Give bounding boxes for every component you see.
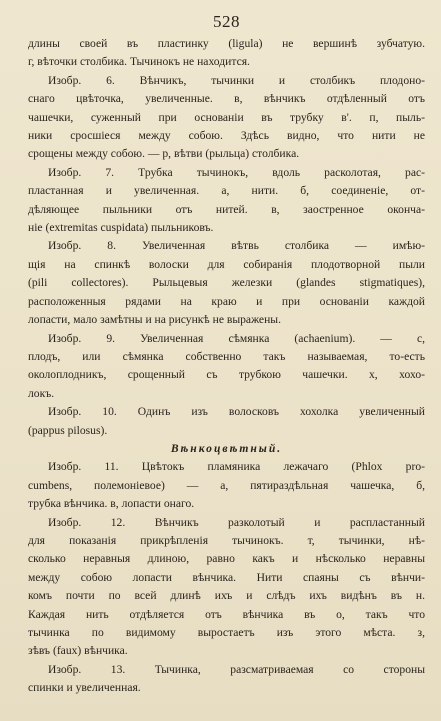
text-line: для показанія прикрѣпленія тычинокъ. т, тычинки, нѣ- <box>28 533 425 547</box>
text-line: снаго цвѣточка, увеличенные. в, вѣнчикъ отдѣленный отъ <box>28 92 425 106</box>
text-line: между собою лопасти вѣнчика. Нити спаяны съ вѣнчи- <box>28 570 425 584</box>
text-line: г, вѣточки столбика. Тычинокъ не находится. <box>28 55 250 69</box>
text-line: сколько неравныя длиною, равно какъ и нѣсколько неравны <box>28 552 425 566</box>
text-line: срощены между собою. — р, вѣтви (рыльца) столбика. <box>28 147 300 161</box>
text-line: Изобр. 10. Одинъ изъ волосковъ хохолка увеличенный <box>48 405 425 419</box>
text-line: спинки и увеличенная. <box>28 681 141 695</box>
text-line: околоплодникъ, срощенный съ трубкою чашечки. х, хохо- <box>28 368 425 382</box>
text-line: Изобр. 13. Тычинка, разсматриваемая со стороны <box>48 662 425 676</box>
text-line: (pili collectores). Рыльцевыя железки (glandes stigmatiques), <box>28 276 425 290</box>
text-line: Изобр. 11. Цвѣтокъ пламяника лежачаго (Phlox pro- <box>48 460 425 474</box>
text-line: лопасти, мало замѣтны и на рисункѣ не выражены. <box>28 313 281 327</box>
text-line: cumbens, полемоніевое) — а, пятираздѣльная чашечка, б, <box>28 478 425 492</box>
text-line: (pappus pilosus). <box>28 423 108 437</box>
text-line: Изобр. 7. Трубка тычинокъ, вдоль расколотая, рас- <box>48 165 425 179</box>
text-line: ники сросшіеся между собою. Здѣсь видно, что нити не <box>28 129 425 143</box>
text-line: Изобр. 9. Увеличенная сѣмянка (achaenium). — с, <box>48 331 425 345</box>
text-line: длины своей въ пластинку (ligula) не вершинѣ зубчатую. <box>28 37 425 50</box>
text-line: трубка вѣнчика. в, лопасти онаго. <box>28 497 195 511</box>
text-line: пластанная и увеличенная. а, нити. б, соединеніе, от- <box>28 184 425 198</box>
text-line: расположенныя рядами на краю и при основаніи каждой <box>28 294 425 308</box>
text-line: Изобр. 8. Увеличенная вѣтвь столбика — имѣю- <box>48 239 425 253</box>
text-line: ніе (extremitas cuspidata) пыльниковъ. <box>28 221 214 235</box>
section-heading: Вѣнкоцвѣтный. <box>170 441 283 455</box>
body-text <box>28 35 425 698</box>
text-line: зѣвъ (faux) вѣнчика. <box>28 644 128 658</box>
text-line: плодъ, или сѣмянка собственно такъ называемая, то-есть <box>28 349 425 363</box>
text-line: тычинка по видимому выростаетъ изъ этого мѣста. з, <box>28 626 425 639</box>
text-line: локъ. <box>28 386 55 400</box>
page-number: 528 <box>213 12 240 31</box>
text-line: Изобр. 6. Вѣнчикъ, тычинки и столбикъ плодоно- <box>48 73 425 87</box>
text-line: комъ почти по всей длинѣ ихъ и слѣдъ ихъ видѣнъ въ н. <box>28 589 425 603</box>
text-line: чашечки, суженный при основаніи въ трубку в'. п, пыль- <box>28 110 425 124</box>
text-line: Каждая нить отдѣляется отъ вѣнчика въ о, такъ что <box>28 607 425 621</box>
text-line: щія на спинкѣ волоски для собиранія плодотворной пыли <box>28 257 425 271</box>
text-line: Изобр. 12. Вѣнчикъ разколотый и распластанный <box>48 515 425 529</box>
text-line: дѣляющее пыльники отъ нитей. в, заостренное оконча- <box>28 202 425 216</box>
